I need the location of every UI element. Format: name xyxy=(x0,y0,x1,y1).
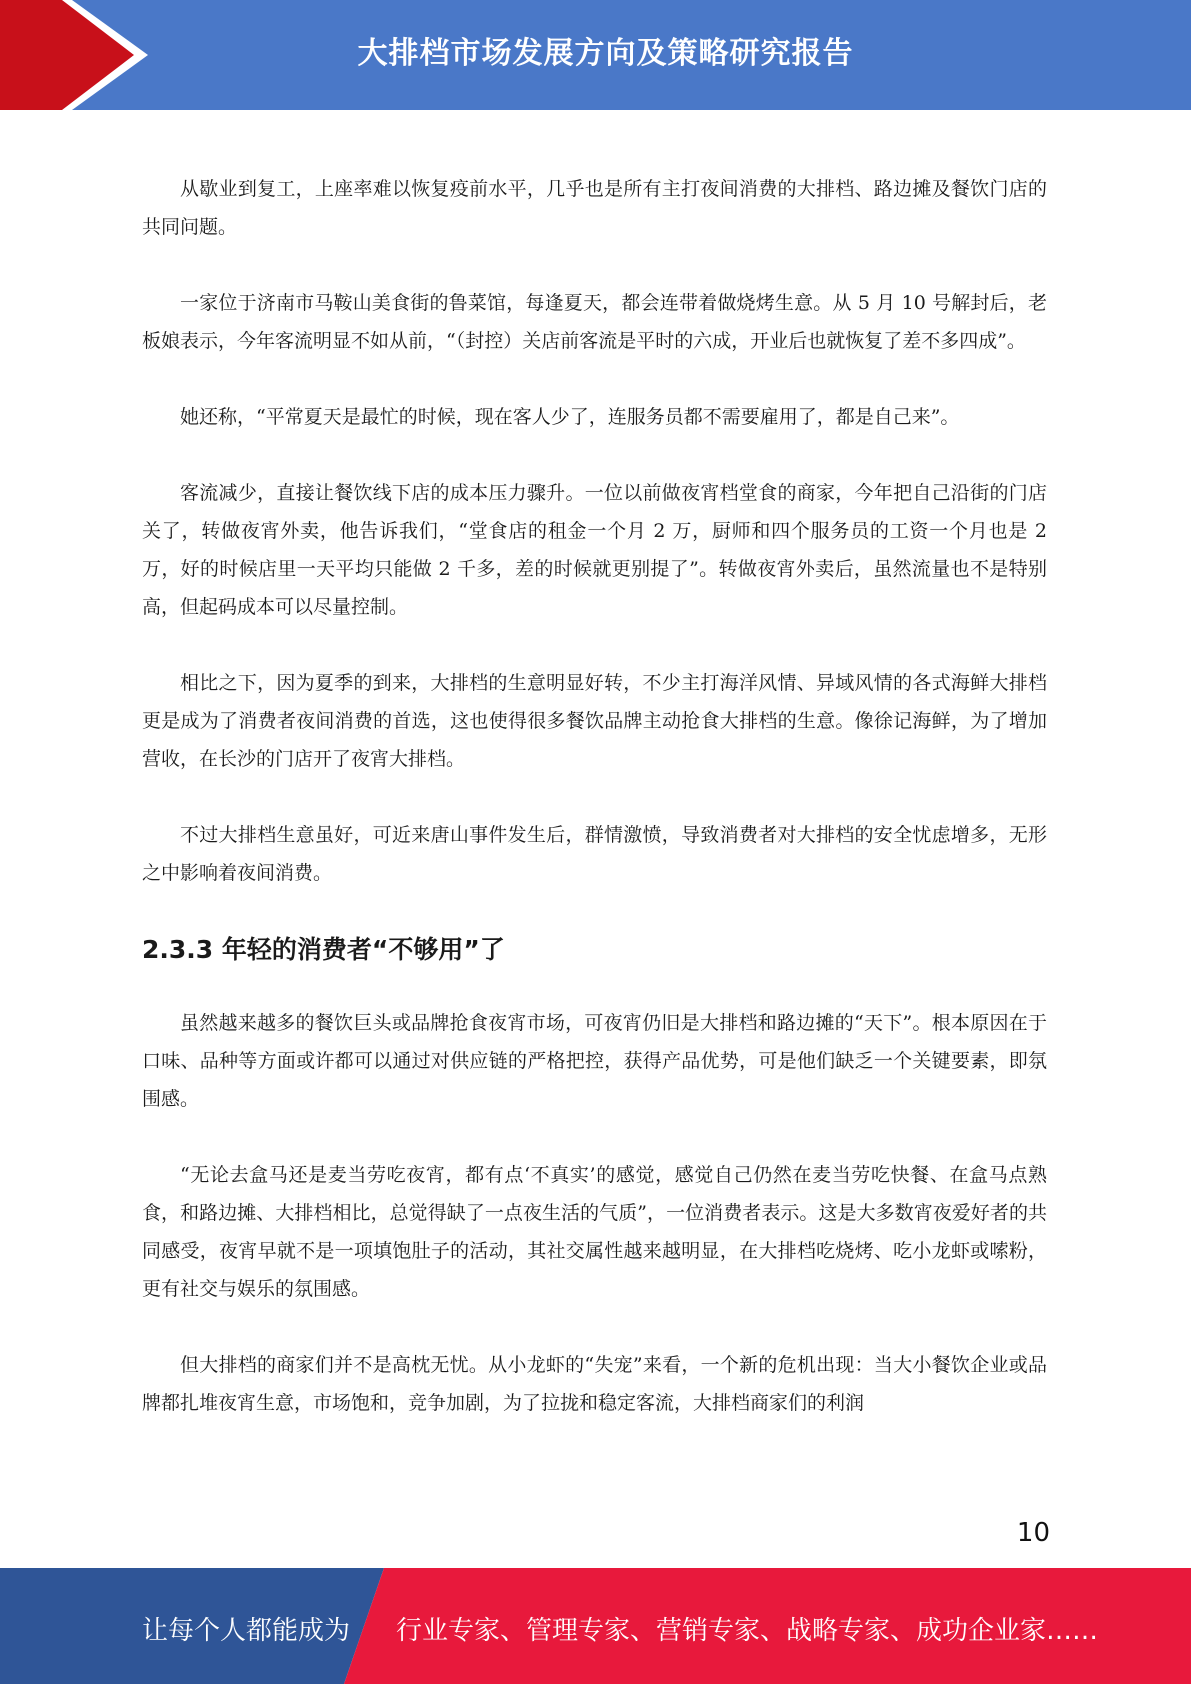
paragraph: 从歇业到复工，上座率难以恢复疫前水平，几乎也是所有主打夜间消费的大排档、路边摊及餐饮门店的共同问题。 xyxy=(142,178,1047,238)
paragraph: 不过大排档生意虽好，可近来唐山事件发生后，群情激愤，导致消费者对大排档的安全忧虑增多，无形之中影响着夜间消费。 xyxy=(142,824,1047,884)
paragraph: 一家位于济南市马鞍山美食街的鲁菜馆，每逢夏天，都会连带着做烧烤生意。从 5 月 10 号解封后，老板娘表示，今年客流明显不如从前，“（封控）关店前客流是平时的六成，开业后也就恢复了差不多四成”。 xyxy=(142,292,1047,352)
paragraph: 相比之下，因为夏季的到来，大排档的生意明显好转，不少主打海洋风情、异域风情的各式海鲜大排档更是成为了消费者夜间消费的首选，这也使得很多餐饮品牌主动抢食大排档的生意。像徐记海鲜，为了增加营收，在长沙的门店开了夜宵大排档。 xyxy=(142,672,1047,770)
page-footer xyxy=(0,1568,1191,1684)
page-number: 10 xyxy=(1016,1518,1050,1548)
footer-slogan-left: 让每个人都能成为 xyxy=(142,1616,351,1646)
paragraph: 她还称，“平常夏天是最忙的时候，现在客人少了，连服务员都不需要雇用了，都是自己来”。 xyxy=(180,406,960,428)
paragraph: 虽然越来越多的餐饮巨头或品牌抢食夜宵市场，可夜宵仍旧是大排档和路边摊的“天下”。根本原因在于口味、品种等方面或许都可以通过对供应链的严格把控，获得产品优势，可是他们缺乏一个关键要素，即氛围感。 xyxy=(142,1012,1047,1110)
document-body xyxy=(142,170,1047,1460)
section-heading: 2.3.3 年轻的消费者“不够用”了 xyxy=(142,935,505,964)
page-header xyxy=(0,0,1191,110)
paragraph: “无论去盒马还是麦当劳吃夜宵，都有点‘不真实’的感觉，感觉自己仍然在麦当劳吃快餐、在盒马点熟食，和路边摊、大排档相比，总觉得缺了一点夜生活的气质”，一位消费者表示。这是大多数宵夜爱好者的共同感受，夜宵早就不是一项填饱肚子的活动，其社交属性越来越明显，在大排档吃烧烤、吃小龙虾或嗦粉，更有社交与娱乐的氛围感。 xyxy=(142,1164,1047,1300)
paragraph: 但大排档的商家们并不是高枕无忧。从小龙虾的“失宠”来看，一个新的危机出现：当大小餐饮企业或品牌都扎堆夜宵生意，市场饱和，竞争加剧，为了拉拢和稳定客流，大排档商家们的利润 xyxy=(142,1354,1047,1414)
footer-slogan-right: 行业专家、管理专家、营销专家、战略专家、成功企业家…… xyxy=(396,1616,1099,1646)
header-title: 大排档市场发展方向及策略研究报告 xyxy=(357,36,854,71)
paragraph: 客流减少，直接让餐饮线下店的成本压力骤升。一位以前做夜宵档堂食的商家，今年把自己沿街的门店关了，转做夜宵外卖，他告诉我们，“堂食店的租金一个月 2 万，厨师和四个服务员的工资一个月也是 2 万，好的时候店里一天平均只能做 2 千多，差的时候就更别提了”。转做夜宵外卖后，虽然流量也不是特别高，但起码成本可以尽量控制。 xyxy=(142,482,1047,618)
